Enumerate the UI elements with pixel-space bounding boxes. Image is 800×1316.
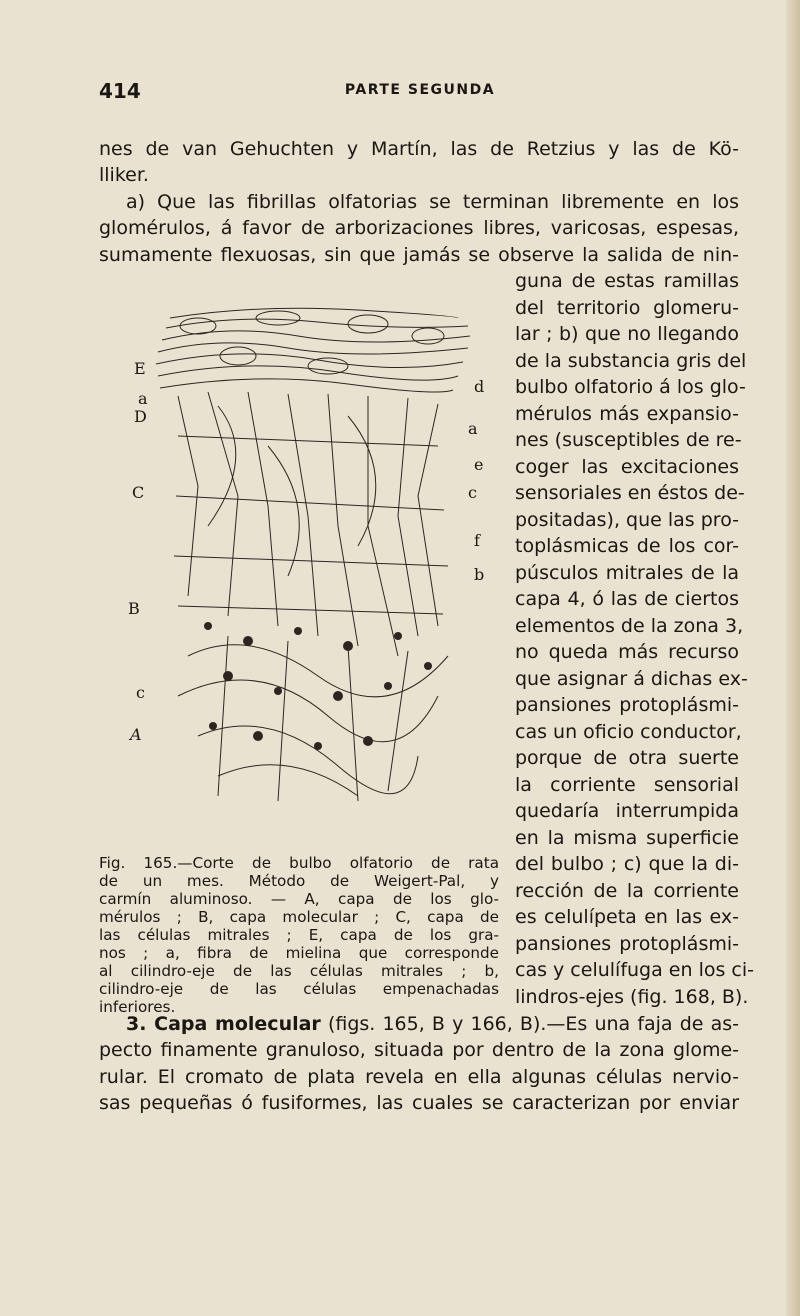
section-3-lead: (figs. 165, B y 166, B).—Es una faja de as-: [320, 1013, 739, 1035]
caption-line: carmín aluminoso. — A, capa de los glo-: [99, 890, 499, 908]
side-line: es celulípeta en las ex-: [515, 906, 739, 928]
label-c-lower: c: [136, 683, 145, 702]
side-line: lar ; b) que no llegando: [515, 323, 739, 345]
deep-fibres: [178, 636, 448, 801]
label-A: A: [130, 725, 142, 744]
caption-line: mérulos ; B, capa molecular ; C, capa de: [99, 908, 499, 926]
side-line: que asignar á dichas ex-: [515, 668, 748, 690]
side-line: porque de otra suerte: [515, 747, 739, 769]
label-E: E: [134, 359, 146, 378]
side-line: del bulbo ; c) que la di-: [515, 853, 739, 875]
caption-line: nos ; a, fibra de mielina que corresponde: [99, 944, 499, 962]
side-line: cas un oficio conductor,: [515, 721, 742, 743]
side-line: la corriente sensorial: [515, 774, 739, 796]
granule-layer: [204, 622, 432, 750]
label-c: c: [468, 483, 477, 502]
caption-line: de un mes. Método de Weigert-Pal, y: [99, 872, 499, 890]
side-line: en la misma superficie: [515, 827, 739, 849]
body-line: nes de van Gehuchten y Martín, las de Retzius y las de Kö-: [99, 138, 739, 160]
label-d: d: [474, 377, 485, 396]
caption-line: cilindro-eje de las células empenachadas: [99, 980, 499, 998]
label-D: D: [134, 407, 147, 426]
label-e: e: [474, 455, 484, 474]
page-header: [0, 79, 800, 109]
body-line: sas pequeñas ó fusiformes, las cuales se caracterizan por enviar: [99, 1092, 739, 1114]
label-C: C: [132, 483, 145, 502]
label-a-right: a: [468, 419, 478, 438]
side-line: púsculos mitrales de la: [515, 562, 739, 584]
page-number: 414: [99, 79, 141, 103]
body-line: pecto finamente granuloso, situada por dentro de la zona glome-: [99, 1039, 739, 1061]
glomerular-layer: [156, 308, 470, 392]
side-line: rección de la corriente: [515, 880, 739, 902]
caption-line: inferiores.: [99, 998, 176, 1016]
side-line: bulbo olfatorio á los glo-: [515, 376, 746, 398]
side-line: del territorio glomeru-: [515, 297, 739, 319]
page-edge: [786, 0, 800, 1316]
side-line: cas y celulífuga en los ci-: [515, 959, 754, 981]
label-B: B: [128, 599, 140, 618]
side-line: coger las excitaciones: [515, 456, 739, 478]
side-line: pansiones protoplásmi-: [515, 933, 739, 955]
body-line: a) Que las fibrillas olfatorias se terminan libremente en los: [126, 191, 739, 213]
side-line: no queda más recurso: [515, 641, 739, 663]
side-line: lindros-ejes (fig. 168, B).: [515, 986, 749, 1008]
figure-illustration: [118, 296, 498, 820]
label-f: f: [474, 531, 480, 550]
side-line: de la substancia gris del: [515, 350, 747, 372]
body-line: glomérulos, á favor de arborizaciones libres, varicosas, espesas,: [99, 217, 739, 239]
label-a-left: a: [138, 389, 148, 408]
body-line: rular. El cromato de plata revela en ella algunas células nervio-: [99, 1066, 739, 1088]
section-3-first-line: [126, 1011, 739, 1038]
side-line: quedaría interrumpida: [515, 800, 739, 822]
caption-line: las células mitrales ; E, capa de los gra-: [99, 926, 499, 944]
side-line: sensoriales en éstos de-: [515, 482, 745, 504]
side-line: pansiones protoplásmi-: [515, 694, 739, 716]
side-line: guna de estas ramillas: [515, 270, 739, 292]
side-line: mérulos más expansio-: [515, 403, 739, 425]
caption-line: Fig. 165.—Corte de bulbo olfatorio de rata: [99, 854, 499, 872]
running-title: PARTE SEGUNDA: [344, 82, 496, 98]
side-line: capa 4, ó las de ciertos: [515, 588, 739, 610]
side-line: elementos de la zona 3,: [515, 615, 744, 637]
caption-line: al cilindro-eje de las células mitrales ; b,: [99, 962, 499, 980]
body-line: lliker.: [99, 164, 149, 186]
label-b: b: [474, 565, 485, 584]
section-3-heading: 3. Capa molecular: [126, 1013, 321, 1035]
side-line: nes (susceptibles de re-: [515, 429, 742, 451]
side-line: toplásmicas de los cor-: [515, 535, 739, 557]
body-line: sumamente flexuosas, sin que jamás se observe la salida de nin-: [99, 244, 739, 266]
side-line: positadas), que las pro-: [515, 509, 740, 531]
molecular-layer: [174, 392, 448, 656]
